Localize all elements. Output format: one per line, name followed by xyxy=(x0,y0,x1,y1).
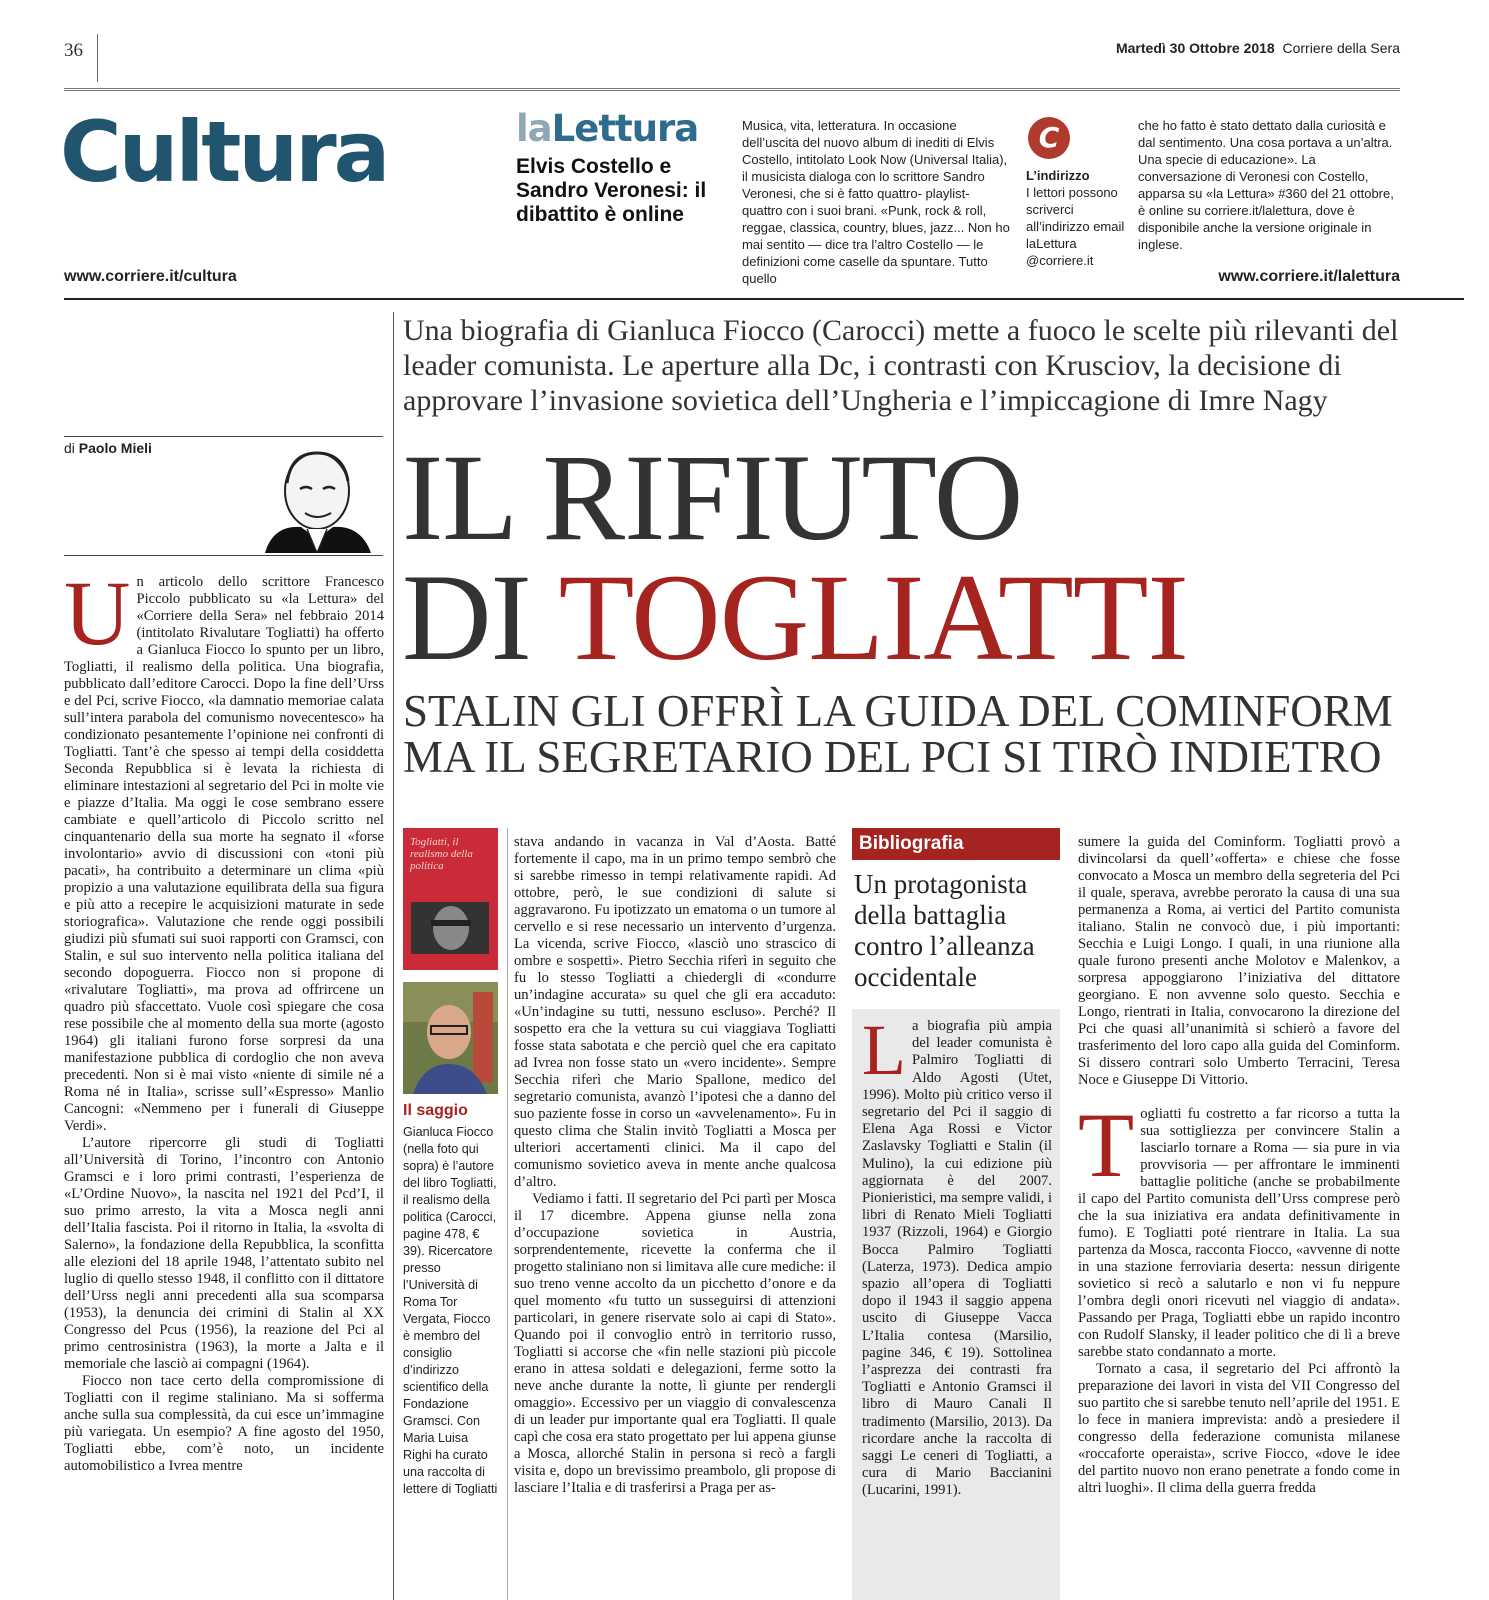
article-deck: Una biografia di Gianluca Fiocco (Carocci) mette a fuoco le scelte più rilevanti del leader comunista. Le aperture alla Dc, i contrasti con Krusciov, la decisione di approvare l’invasione sovietica dell’Ungheria e l’impiccagione di Imre Nagy xyxy=(403,314,1399,417)
col4-paragraph-1: sumere la guida del Cominform. Togliatti provò a divincolarsi da quell’«offerta» e chiese che fosse convocato a Mosca un membro della segreteria del Pci il quale, sperava, avrebbe perorato la causa di una sua permanenza a Roma, ai vertici del Partito comunista italiano. Stalin ne convocò due, i più importanti: Secchia e Luigi Longo. I quali, in una riunione alla quale furono presenti anche Molotov e Malenkov, a sorpresa appoggiarono l’iniziativa del dittatore georgiano. E non avvenne solo questo. Secchia e Longo, rientrati in Italia, convocarono la direzione del Pci che quasi all’unanimità si schierò a favore del trasferimento del loro capo alla guida del Cominform. Si dissero contrari solo Umberto Terracini, Teresa Noce e Giuseppe Di Vittorio. xyxy=(1078,834,1400,1088)
bibliografia-text xyxy=(862,1018,1052,1588)
article-subhead: STALIN GLI OFFRÌ LA GUIDA DEL COMINFORM MA IL SEGRETARIO DEL PCI SI TIRÒ INDIETRO xyxy=(403,686,1393,782)
header-rule xyxy=(64,88,1400,91)
date: Martedì 30 Ottobre 2018 xyxy=(1115,40,1275,56)
col2-paragraph-1: stava andando in vacanza in Val d’Aosta. Batté fortemente il capo, ma in un primo tempo sembrò che si sarebbe rimesso in tempi relativamente rapidi. Ad ottobre, però, le sue condizioni di salute si aggravarono. Fu ipotizzato un ematoma o un tumore al cervello e si rese necessario un intervento d’urgenza. La vicenda, scrive Fiocco, «lasciò uno strascico di ombre e sospetti». Pietro Secchia riferì in seguito che fu lo stesso Togliatti a chiedergli di «condurre un’indagine accurata» su quel che gli era accaduto: «Un’indagine su tutti, nessuno escluso». Perché? Il sospetto era che la vettura su cui viaggiava Togliatti fosse stata sabotata e che perciò quel che era capitato ad Ivrea non fosse stato un «vero incidente». Sempre Secchia riferì che Mario Spallone, medico del segretario comunista, avanzò l’ipotesi che a danno del suo paziente fosse in corso un «avvelenamento». Fu in questo clima che Stalin invitò Togliatti a Mosca per ulteriori accertamenti clinici. Ma il capo del comunismo sovietico aveva in mente anche qualcosa d’altro. xyxy=(514,834,836,1190)
lettura-logo-lettura: Lettura xyxy=(551,107,699,150)
byline xyxy=(64,440,152,456)
book-cover-photo xyxy=(411,902,489,954)
col4-paragraph-2 xyxy=(1078,1094,1400,1361)
indirizzo-box xyxy=(1026,167,1131,269)
bibliografia-label: Bibliografia xyxy=(852,828,1060,860)
drop-cap-l: L xyxy=(862,1018,906,1090)
headline-line-1: IL RIFIUTO xyxy=(402,429,1023,566)
lettura-logo-la: la xyxy=(516,107,552,150)
col1-p1-text: n articolo dello scrittore Francesco Piccolo pubblicato su «la Lettura» del «Corriere della Sera» nel febbraio 2014 (intitolato Rivalutare Togliatti) ha offerto a Gianluca Fiocco lo spunto per un libro, Togliatti, il realismo della politica. Una biografia, pubblicato dall’editore Carocci. Dopo la fine dell’Urss e del Pci, scrive Fiocco, «la damnatio memoriae calata sull’intera parabola del comunismo novecentesco» ha condizionato pesantemente l’opinione nei confronti di Togliatti. Tant’è che spesso ai tempi della cosiddetta Seconda Repubblica si è levata la richiesta di eliminare intestazioni al segretario del Pci in molte vie e piazze d’Italia. Ma oggi le cose sembrano essere cambiate e quell’articolo di Piccolo scritto nel cinquantenario della sua morte ha segnato il «forse involontario» avvio di discussioni con «toni più pacati», ha contribuito a determinare un clima «più propizio a una valutazione equilibrata della sua figura e più atto a recepire le acquisizioni maturate in sede storiografica». Valutazione che rende oggi possibili giudizi più sfumati sui suoi rapporti con Gramsci, con Stalin, e sul suo intervento nella politica italiana del secondo dopoguerra. Fiocco non si propone di «rivalutare Togliatti», ma prova ad offrircene un quadro più sfaccettato. Vuole così spiegare che cosa rese possibile che al momento della sua morte (agosto 1964) gli italiani furono forse sorpresi da una manifestazione pubblica di cordoglio che non aveva precedenti. Non si è mai visto «niente di simile né a Roma né in Italia», scrisse sull’«Espresso» Manlio Cancogni: «Nemmeno per i funerali di Giuseppe Verdi». xyxy=(64,574,384,1134)
article-column-4 xyxy=(1078,834,1400,1600)
col4-paragraph-3: Tornato a casa, il segretario del Pci affrontò la preparazione dei lavori in vista del VII Congresso del suo partito che si sarebbe tenuto nell’aprile del 1951. E lo fece in maniera imprevista: andò a presiedere il congresso della federazione comunista milanese «roccaforte operaista», scrive Fiocco, «dove le idee del partito nuovo non erano penetrate a fondo come in altri luoghi». Il clima della guerra fredda xyxy=(1078,1361,1400,1496)
section-title: Cultura xyxy=(60,103,388,201)
headline-togliatti: TOGLIATTI xyxy=(558,549,1188,686)
bibliografia-body: a biografia più ampia del leader comunista è Palmiro Togliatti di Aldo Agosti (Utet, 1996). Molto più critico verso il segretario del Pci il saggio di Elena Aga Rossi e Victor Zaslavsky Togliatti e Stalin (il Mulino), la cui edizione più aggiornata è del 2007. Pionieristici, ma sempre validi, i libri di Renato Mieli Togliatti 1937 (Rizzoli, 1964) e Giorgio Bocca Palmiro Togliatti (Laterza, 1973). Dedica ampio spazio all’opera di Togliatti dopo il 1943 il saggio appena uscito di Giuseppe Vacca L’Italia contesa (Marsilio, pagine 346, € 19). Sottolinea l’asprezza dei contrasti fra Togliatti e Antonio Gramsci il libro di Mauro Canali Il tradimento (Marsilio, 2013). Da ricordare anche la raccolta di saggi Le ceneri di Togliatti, a cura di Mario Baccianini (Lucarini, 1991). xyxy=(862,1018,1052,1499)
col1-paragraph-1 xyxy=(64,574,384,1135)
byline-di: di xyxy=(64,440,75,456)
page-number: 36 xyxy=(64,40,83,61)
book-cover-title: Togliatti, il realismo della politica xyxy=(410,836,473,872)
header-vertical-rule xyxy=(97,34,98,82)
section-url-link[interactable]: www.corriere.it/cultura xyxy=(64,268,237,285)
author-portrait-illustration xyxy=(245,443,380,553)
drop-cap-t: T xyxy=(1078,1094,1135,1196)
headline-di: DI xyxy=(402,549,559,686)
col4-p2-text: ogliatti fu costretto a far ricorso a tutta la sua sottigliezza per convincere Stalin a lasciarlo tornare a Roma — sia pure in via provvisoria — per affrontare le imminenti battaglie politiche (anche se probabilmente il capo del Partito comunista dell’Urss comprese però che la sua iniziativa era andata definitivamente in fumo). E Togliatti poté rientrare in Italia. La sua partenza da Mosca, racconta Fiocco, «avvenne di notte in una stazione ferroviaria deserta: nessun dirigente sovietico si recò a salutarlo e non vi fu neppure l’ombra degli onori ricevuti nel viaggio di andata». Passando per Praga, Togliatti ebbe un rapido incontro con Rudolf Slansky, il leader politico che di lì a breve sarebbe stato condannato a morte. xyxy=(1078,1106,1400,1360)
bibliografia-title: Un protagonista della battaglia contro l’alleanza occidentale xyxy=(854,869,1035,992)
saggio-caption: Gianluca Fiocco (nella foto qui sopra) è l’autore del libro Togliatti, il realismo della politica (Carocci, pagine 478, € 39). Ricercatore presso l’Università di Roma Tor Vergata, Fiocco è membro del consiglio d’indirizzo scientifico della Fondazione Gramsci. Con Maria Luisa Righi ha curato una raccolta di lettere di Togliatti xyxy=(403,1125,498,1496)
headline-line-2 xyxy=(402,549,1188,686)
lettura-text-cont: che ho fatto è stato dettato dalla curiosità e dal sentimento. Una cosa portava a un’altra. Una specie di educazione». La conversazione di Veronesi con Costello, apparsa su «la Lettura» #360 del 21 ottobre, è online su corriere.it/lalettura, dove è disponibile anche la versione originale in inglese. xyxy=(1138,118,1394,252)
column-vertical-rule xyxy=(393,312,394,1600)
byline-author: Paolo Mieli xyxy=(78,440,152,456)
corriere-c-icon: C xyxy=(1028,117,1070,159)
indirizzo-title: L’indirizzo xyxy=(1026,168,1090,183)
header-bottom-rule xyxy=(64,298,1464,300)
bibliografia-paragraph xyxy=(862,1018,1052,1500)
lettura-url-link[interactable]: www.corriere.it/lalettura xyxy=(1218,268,1400,285)
col2-paragraph-2: Vediamo i fatti. Il segretario del Pci partì per Mosca il 17 dicembre. Appena giunse nella zona d’occupazione sovietica in Austria, sorprendentemente, ricevette la conferma che il progetto staliniano non si limitava alle cure mediche: il suo treno venne accolto da un picchetto d’onore e da quel momento «fu tutto un susseguirsi di attenzioni particolari, in genere riservate solo ai capi di Stato». Quando poi il convoglio entrò in territorio russo, Togliatti si accorse che «fin nelle stazioni più piccole erano in attesa soldati e delegazioni, ferme sotto la neve anche durante la notte, lì giunte per rendergli omaggio». Eccessivo per un viaggio di convalescenza di un leader pur importante qual era Togliatti. Il quale capì che cosa era stato progettato per lui appena giunse a Mosca, allorché Stalin in persona si recò a fargli visita e, dopo un brevissimo preambolo, gli propose di lasciare l’Italia e di trasferirsi a Praga per as- xyxy=(514,1191,836,1496)
article-column-1 xyxy=(64,574,384,1600)
paper-name: Corriere della Sera xyxy=(1282,40,1400,56)
col1-paragraph-2: L’autore ripercorre gli studi di Togliatti all’Università di Torino, l’incontro con Antonio Gramsci e i loro primi contrasti, l’esperienza de «L’Ordine Nuovo», la nascita nel 1921 del Pcd’I, il suo primo arresto, la vita a Mosca negli anni dell’Italia fascista. Poi il ritorno in Italia, la «svolta di Salerno», la fondazione della Repubblica, la sconfitta alle elezioni del 18 aprile 1948, l’attentato subito nel luglio di quello stesso 1948, il conflitto con il dittatore dell’Urss negli anni precedenti alla sua scomparsa (1953), la denuncia dei crimini di Stalin al XX Congresso del Pcus (1956), la reazione del Pci al primo centrosinistra (1963), la morte a Jalta e il memoriale che lasciò ai compagni (1964). xyxy=(64,1135,384,1372)
dateline xyxy=(1116,40,1400,56)
lettura-logo xyxy=(516,107,699,150)
saggio-label: Il saggio xyxy=(403,1102,468,1119)
col1-paragraph-3: Fiocco non tace certo della compromissione di Togliatti con il regime staliniano. Ma si sofferma anche sulla sua complessità, da cui esce un’immagine più variegata. Un esempio? A fine agosto del 1950, Togliatti ebbe, com’è noto, un incidente automobilistico a Ivrea mentre xyxy=(64,1373,384,1474)
byline-rule xyxy=(64,436,383,437)
author-photo xyxy=(403,982,498,1094)
lettura-text: Musica, vita, letteratura. In occasione dell’uscita del nuovo album di inediti di Elvis Costello, intitolato Look Now (Universal Italia), il musicista dialoga con lo scrittore Sandro Veronesi, che si è fatto quattro- playlist- quattro con i suoi brani. «Punk, rock & roll, reggae, classica, country, blues, jazz... Non ho mai sentito — dice tra l’altro Costello — le definizioni come caselle da spuntare. Tutto quello xyxy=(742,118,1010,286)
drop-cap-u: U xyxy=(64,574,131,664)
article-column-2 xyxy=(514,834,836,1600)
portrait-rule xyxy=(64,555,383,556)
col2-rule xyxy=(507,828,508,1600)
indirizzo-text: I lettori possono scriverci all’indirizzo email laLettura @corriere.it xyxy=(1026,185,1125,268)
lettura-headline: Elvis Costello e Sandro Veronesi: il dibattito è online xyxy=(516,155,707,226)
